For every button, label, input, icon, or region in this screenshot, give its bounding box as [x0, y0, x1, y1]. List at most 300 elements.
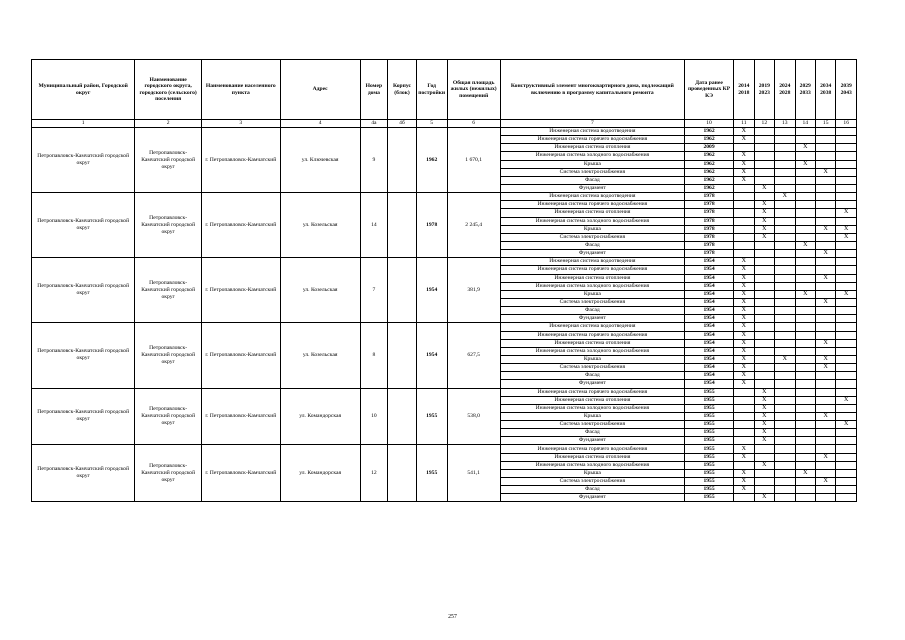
- period-mark-cell: [775, 298, 795, 306]
- prior-repair-date-cell: 1955: [684, 478, 733, 486]
- period-mark-cell: X: [754, 388, 774, 396]
- column-header: Номер дома: [360, 60, 388, 120]
- period-mark-cell: [795, 233, 815, 241]
- period-mark-cell: [815, 144, 835, 152]
- column-number: 2: [135, 120, 202, 128]
- period-mark-cell: [775, 364, 795, 372]
- period-mark-cell: [775, 266, 795, 274]
- column-header: 2014 2018: [734, 60, 754, 120]
- period-mark-cell: X: [836, 396, 857, 404]
- period-mark-cell: [795, 331, 815, 339]
- period-mark-cell: [836, 461, 857, 469]
- period-mark-cell: [754, 266, 774, 274]
- period-mark-cell: X: [815, 298, 835, 306]
- period-mark-cell: [775, 347, 795, 355]
- period-mark-cell: [795, 461, 815, 469]
- prior-repair-date-cell: 1954: [684, 290, 733, 298]
- element-cell: Фундамент: [500, 250, 684, 258]
- column-header: Наименование населенного пункта: [201, 60, 280, 120]
- period-mark-cell: X: [775, 355, 795, 363]
- street-cell: ул. Козельская: [280, 258, 360, 323]
- period-mark-cell: [795, 412, 815, 420]
- element-cell: Крыша: [500, 160, 684, 168]
- element-cell: Инженерная система холодного водоснабжения: [500, 404, 684, 412]
- period-mark-cell: [775, 258, 795, 266]
- street-cell: ул. Козельская: [280, 323, 360, 388]
- period-mark-cell: [815, 323, 835, 331]
- prior-repair-date-cell: 1955: [684, 412, 733, 420]
- period-mark-cell: X: [836, 290, 857, 298]
- period-mark-cell: [754, 323, 774, 331]
- element-cell: Фундамент: [500, 315, 684, 323]
- period-mark-cell: [775, 136, 795, 144]
- element-cell: Фасад: [500, 241, 684, 249]
- period-mark-cell: [734, 404, 754, 412]
- column-number: 5: [416, 120, 447, 128]
- period-mark-cell: [775, 388, 795, 396]
- element-cell: Инженерная система отопления: [500, 453, 684, 461]
- period-mark-cell: [815, 266, 835, 274]
- period-mark-cell: [836, 201, 857, 209]
- period-mark-cell: [836, 152, 857, 160]
- period-mark-cell: [754, 372, 774, 380]
- prior-repair-date-cell: 1962: [684, 176, 733, 184]
- period-mark-cell: X: [734, 339, 754, 347]
- period-mark-cell: [795, 201, 815, 209]
- build-year-cell: 1955: [416, 445, 447, 502]
- period-mark-cell: [795, 364, 815, 372]
- period-mark-cell: [836, 160, 857, 168]
- period-mark-cell: [754, 282, 774, 290]
- period-mark-cell: [795, 494, 815, 502]
- column-number: 4а: [360, 120, 388, 128]
- period-mark-cell: X: [734, 453, 754, 461]
- period-mark-cell: X: [734, 128, 754, 136]
- element-cell: Фасад: [500, 429, 684, 437]
- period-mark-cell: X: [815, 339, 835, 347]
- period-mark-cell: [754, 478, 774, 486]
- build-year-cell: 1955: [416, 388, 447, 445]
- prior-repair-date-cell: 1978: [684, 233, 733, 241]
- period-mark-cell: [815, 233, 835, 241]
- element-cell: Фундамент: [500, 380, 684, 388]
- period-mark-cell: [815, 486, 835, 494]
- prior-repair-date-cell: 1955: [684, 396, 733, 404]
- prior-repair-date-cell: 1954: [684, 380, 733, 388]
- prior-repair-date-cell: 1954: [684, 258, 733, 266]
- build-year-cell: 1954: [416, 323, 447, 388]
- period-mark-cell: [836, 331, 857, 339]
- column-header: Конструктивный элемент многоквартирного дома, подлежащий включению в программу капитального ремонта: [500, 60, 684, 120]
- period-mark-cell: [795, 307, 815, 315]
- period-mark-cell: [754, 290, 774, 298]
- period-mark-cell: [775, 217, 795, 225]
- period-mark-cell: [815, 461, 835, 469]
- period-mark-cell: [754, 355, 774, 363]
- period-mark-cell: [795, 168, 815, 176]
- locality-cell: г. Петропавловск-Камчатский: [201, 323, 280, 388]
- period-mark-cell: X: [734, 478, 754, 486]
- element-cell: Фундамент: [500, 494, 684, 502]
- period-mark-cell: [815, 176, 835, 184]
- period-mark-cell: [815, 315, 835, 323]
- column-number: 12: [754, 120, 774, 128]
- period-mark-cell: X: [754, 437, 774, 445]
- element-cell: Инженерная система горячего водоснабжения: [500, 388, 684, 396]
- period-mark-cell: [836, 250, 857, 258]
- period-mark-cell: [775, 282, 795, 290]
- period-mark-cell: [775, 274, 795, 282]
- locality-cell: г. Петропавловск-Камчатский: [201, 388, 280, 445]
- period-mark-cell: [836, 445, 857, 453]
- element-cell: Система электроснабжения: [500, 364, 684, 372]
- period-mark-cell: [775, 241, 795, 249]
- period-mark-cell: [836, 355, 857, 363]
- period-mark-cell: X: [815, 250, 835, 258]
- period-mark-cell: [815, 241, 835, 249]
- period-mark-cell: [795, 421, 815, 429]
- period-mark-cell: [815, 307, 835, 315]
- period-mark-cell: [775, 323, 795, 331]
- period-mark-cell: [836, 323, 857, 331]
- period-mark-cell: X: [734, 323, 754, 331]
- period-mark-cell: X: [815, 168, 835, 176]
- period-mark-cell: [836, 437, 857, 445]
- period-mark-cell: [734, 201, 754, 209]
- period-mark-cell: [775, 429, 795, 437]
- period-mark-cell: [775, 176, 795, 184]
- period-mark-cell: [754, 152, 774, 160]
- period-mark-cell: [775, 128, 795, 136]
- period-mark-cell: [775, 445, 795, 453]
- period-mark-cell: [815, 372, 835, 380]
- period-mark-cell: [734, 412, 754, 420]
- prior-repair-date-cell: 1955: [684, 486, 733, 494]
- period-mark-cell: [836, 184, 857, 192]
- period-mark-cell: X: [734, 282, 754, 290]
- element-cell: Фасад: [500, 307, 684, 315]
- period-mark-cell: [754, 307, 774, 315]
- period-mark-cell: [836, 168, 857, 176]
- period-mark-cell: [836, 298, 857, 306]
- period-mark-cell: [815, 152, 835, 160]
- column-number: 6: [447, 120, 500, 128]
- area-cell: 1 670,1: [447, 128, 500, 193]
- area-cell: 541,1: [447, 445, 500, 502]
- period-mark-cell: X: [754, 233, 774, 241]
- period-mark-cell: [775, 412, 795, 420]
- period-mark-cell: X: [734, 152, 754, 160]
- period-mark-cell: [775, 290, 795, 298]
- document-sheet: [31, 59, 857, 502]
- prior-repair-date-cell: 1954: [684, 347, 733, 355]
- prior-repair-date-cell: 1954: [684, 298, 733, 306]
- settlement-cell: Петропавловск-Камчатский городской округ: [135, 258, 202, 323]
- period-mark-cell: [734, 396, 754, 404]
- period-mark-cell: [754, 193, 774, 201]
- period-mark-cell: [815, 136, 835, 144]
- street-cell: ул. Командорская: [280, 388, 360, 445]
- period-mark-cell: X: [734, 347, 754, 355]
- element-cell: Инженерная система водоотведения: [500, 323, 684, 331]
- period-mark-cell: [734, 250, 754, 258]
- prior-repair-date-cell: 1955: [684, 429, 733, 437]
- period-mark-cell: [815, 209, 835, 217]
- period-mark-cell: [775, 160, 795, 168]
- column-number: 14: [795, 120, 815, 128]
- element-cell: Инженерная система водоотведения: [500, 258, 684, 266]
- period-mark-cell: [775, 307, 795, 315]
- period-mark-cell: [836, 494, 857, 502]
- period-mark-cell: [795, 274, 815, 282]
- period-mark-cell: X: [734, 380, 754, 388]
- period-mark-cell: [836, 282, 857, 290]
- element-cell: Инженерная система отопления: [500, 396, 684, 404]
- period-mark-cell: [795, 136, 815, 144]
- period-mark-cell: [836, 404, 857, 412]
- period-mark-cell: [775, 209, 795, 217]
- prior-repair-date-cell: 1955: [684, 404, 733, 412]
- period-mark-cell: [815, 128, 835, 136]
- block-cell: [388, 323, 417, 388]
- element-cell: Инженерная система горячего водоснабжения: [500, 445, 684, 453]
- period-mark-cell: X: [734, 258, 754, 266]
- element-cell: Инженерная система горячего водоснабжения: [500, 266, 684, 274]
- period-mark-cell: X: [754, 184, 774, 192]
- period-mark-cell: [815, 160, 835, 168]
- period-mark-cell: X: [815, 478, 835, 486]
- period-mark-cell: [734, 225, 754, 233]
- house-number-cell: 8: [360, 323, 388, 388]
- prior-repair-date-cell: 1954: [684, 355, 733, 363]
- period-mark-cell: X: [734, 266, 754, 274]
- period-mark-cell: [734, 421, 754, 429]
- period-mark-cell: [795, 486, 815, 494]
- period-mark-cell: [836, 364, 857, 372]
- period-mark-cell: [775, 404, 795, 412]
- period-mark-cell: [795, 128, 815, 136]
- period-mark-cell: [815, 437, 835, 445]
- period-mark-cell: X: [795, 241, 815, 249]
- period-mark-cell: [795, 445, 815, 453]
- period-mark-cell: [754, 241, 774, 249]
- period-mark-cell: [754, 364, 774, 372]
- period-mark-cell: X: [754, 494, 774, 502]
- prior-repair-date-cell: 1954: [684, 331, 733, 339]
- element-cell: Инженерная система водоотведения: [500, 128, 684, 136]
- house-number-cell: 9: [360, 128, 388, 193]
- period-mark-cell: X: [734, 307, 754, 315]
- prior-repair-date-cell: 1962: [684, 128, 733, 136]
- period-mark-cell: X: [734, 176, 754, 184]
- period-mark-cell: [734, 209, 754, 217]
- period-mark-cell: [836, 478, 857, 486]
- period-mark-cell: [836, 217, 857, 225]
- period-mark-cell: [795, 258, 815, 266]
- prior-repair-date-cell: 1955: [684, 469, 733, 477]
- prior-repair-date-cell: 1954: [684, 266, 733, 274]
- prior-repair-date-cell: 1954: [684, 323, 733, 331]
- element-cell: Инженерная система отопления: [500, 209, 684, 217]
- period-mark-cell: X: [734, 355, 754, 363]
- period-mark-cell: [795, 209, 815, 217]
- prior-repair-date-cell: 1955: [684, 437, 733, 445]
- period-mark-cell: [775, 184, 795, 192]
- district-cell: Петропавловск-Камчатский городской округ: [32, 388, 135, 445]
- prior-repair-date-cell: 1978: [684, 217, 733, 225]
- period-mark-cell: [836, 136, 857, 144]
- prior-repair-date-cell: 1955: [684, 421, 733, 429]
- period-mark-cell: [795, 225, 815, 233]
- build-year-cell: 1962: [416, 128, 447, 193]
- period-mark-cell: [754, 168, 774, 176]
- column-header: Общая площадь жилых (нежилых) помещений: [447, 60, 500, 120]
- column-number: 7: [500, 120, 684, 128]
- period-mark-cell: X: [815, 412, 835, 420]
- period-mark-cell: X: [815, 225, 835, 233]
- period-mark-cell: [734, 494, 754, 502]
- block-cell: [388, 388, 417, 445]
- period-mark-cell: [836, 266, 857, 274]
- settlement-cell: Петропавловск-Камчатский городской округ: [135, 445, 202, 502]
- period-mark-cell: [836, 380, 857, 388]
- period-mark-cell: [775, 315, 795, 323]
- prior-repair-date-cell: 1962: [684, 136, 733, 144]
- period-mark-cell: [815, 184, 835, 192]
- period-mark-cell: X: [734, 160, 754, 168]
- element-cell: Инженерная система водоотведения: [500, 193, 684, 201]
- period-mark-cell: X: [754, 461, 774, 469]
- period-mark-cell: X: [734, 136, 754, 144]
- period-mark-cell: [815, 396, 835, 404]
- locality-cell: г. Петропавловск-Камчатский: [201, 445, 280, 502]
- period-mark-cell: [775, 339, 795, 347]
- period-mark-cell: [754, 144, 774, 152]
- build-year-cell: 1954: [416, 258, 447, 323]
- column-number: 16: [836, 120, 857, 128]
- period-mark-cell: [754, 486, 774, 494]
- element-cell: Инженерная система отопления: [500, 144, 684, 152]
- block-cell: [388, 193, 417, 258]
- prior-repair-date-cell: 1962: [684, 160, 733, 168]
- column-number: 4б: [388, 120, 417, 128]
- period-mark-cell: [836, 144, 857, 152]
- period-mark-cell: X: [754, 429, 774, 437]
- header-row: [32, 60, 857, 120]
- element-cell: Фундамент: [500, 437, 684, 445]
- district-cell: Петропавловск-Камчатский городской округ: [32, 445, 135, 502]
- period-mark-cell: X: [836, 421, 857, 429]
- period-mark-cell: [754, 347, 774, 355]
- period-mark-cell: [836, 453, 857, 461]
- block-cell: [388, 445, 417, 502]
- period-mark-cell: [754, 176, 774, 184]
- table-row: [32, 128, 857, 136]
- period-mark-cell: [795, 250, 815, 258]
- period-mark-cell: X: [815, 453, 835, 461]
- period-mark-cell: [795, 453, 815, 461]
- period-mark-cell: [795, 152, 815, 160]
- prior-repair-date-cell: 1955: [684, 494, 733, 502]
- column-number: 1: [32, 120, 135, 128]
- period-mark-cell: X: [795, 290, 815, 298]
- period-mark-cell: [775, 168, 795, 176]
- street-cell: ул. Ключевская: [280, 128, 360, 193]
- period-mark-cell: [836, 388, 857, 396]
- period-mark-cell: [815, 193, 835, 201]
- period-mark-cell: [734, 193, 754, 201]
- locality-cell: г. Петропавловск-Камчатский: [201, 258, 280, 323]
- element-cell: Инженерная система отопления: [500, 339, 684, 347]
- district-cell: Петропавловск-Камчатский городской округ: [32, 128, 135, 193]
- period-mark-cell: [795, 388, 815, 396]
- period-mark-cell: [734, 429, 754, 437]
- house-number-cell: 12: [360, 445, 388, 502]
- prior-repair-date-cell: 1962: [684, 168, 733, 176]
- period-mark-cell: [836, 429, 857, 437]
- settlement-cell: Петропавловск-Камчатский городской округ: [135, 193, 202, 258]
- period-mark-cell: [836, 128, 857, 136]
- prior-repair-date-cell: 1955: [684, 388, 733, 396]
- column-header: 2029 2033: [795, 60, 815, 120]
- period-mark-cell: [754, 331, 774, 339]
- period-mark-cell: [815, 404, 835, 412]
- period-mark-cell: [815, 494, 835, 502]
- period-mark-cell: [795, 396, 815, 404]
- locality-cell: г. Петропавловск-Камчатский: [201, 128, 280, 193]
- period-mark-cell: X: [795, 469, 815, 477]
- prior-repair-date-cell: 1978: [684, 225, 733, 233]
- period-mark-cell: [775, 469, 795, 477]
- period-mark-cell: [795, 298, 815, 306]
- period-mark-cell: [754, 274, 774, 282]
- period-mark-cell: [795, 437, 815, 445]
- prior-repair-date-cell: 1954: [684, 315, 733, 323]
- period-mark-cell: [754, 469, 774, 477]
- period-mark-cell: [754, 453, 774, 461]
- period-mark-cell: [734, 461, 754, 469]
- house-number-cell: 7: [360, 258, 388, 323]
- element-cell: Инженерная система холодного водоснабжения: [500, 347, 684, 355]
- element-cell: Фасад: [500, 486, 684, 494]
- period-mark-cell: [754, 298, 774, 306]
- settlement-cell: Петропавловск-Камчатский городской округ: [135, 128, 202, 193]
- period-mark-cell: [815, 445, 835, 453]
- element-cell: Инженерная система горячего водоснабжения: [500, 136, 684, 144]
- period-mark-cell: X: [815, 355, 835, 363]
- period-mark-cell: [815, 429, 835, 437]
- column-header: Дата ранее проведенных КР КЭ: [684, 60, 733, 120]
- table-row: [32, 445, 857, 453]
- period-mark-cell: [754, 380, 774, 388]
- page-number: 257: [448, 614, 457, 620]
- build-year-cell: 1978: [416, 193, 447, 258]
- period-mark-cell: X: [754, 421, 774, 429]
- element-cell: Инженерная система холодного водоснабжения: [500, 217, 684, 225]
- house-number-cell: 14: [360, 193, 388, 258]
- period-mark-cell: [775, 453, 795, 461]
- column-number: 15: [815, 120, 835, 128]
- period-mark-cell: [836, 486, 857, 494]
- period-mark-cell: [775, 486, 795, 494]
- column-number: 4: [280, 120, 360, 128]
- period-mark-cell: [795, 380, 815, 388]
- column-header: 2034 2038: [815, 60, 835, 120]
- element-cell: Крыша: [500, 290, 684, 298]
- period-mark-cell: [775, 233, 795, 241]
- period-mark-cell: [815, 217, 835, 225]
- period-mark-cell: [775, 478, 795, 486]
